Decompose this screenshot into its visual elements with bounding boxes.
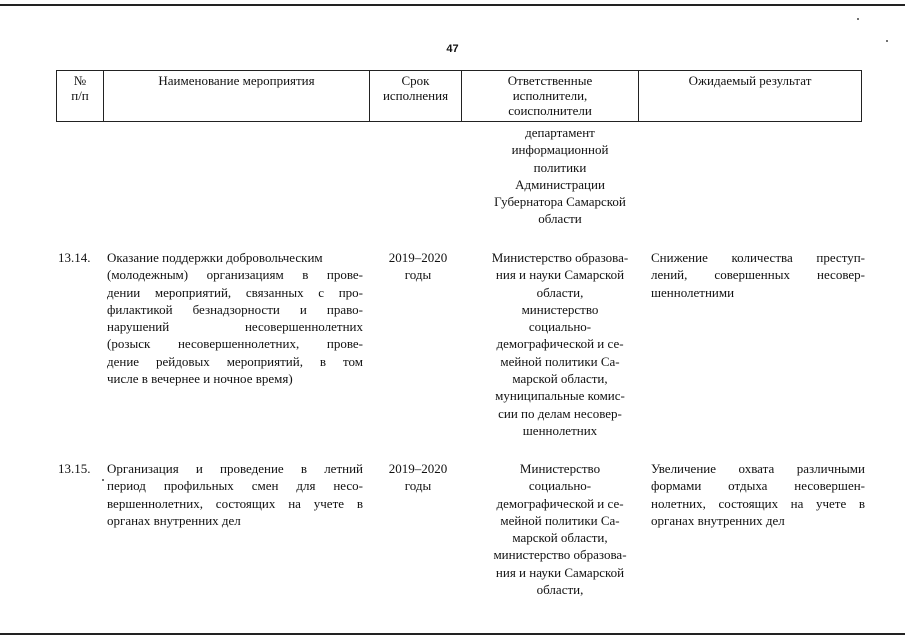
row-resp-line: шеннолетних <box>522 422 598 438</box>
row-resp-line: области, <box>536 284 584 300</box>
row-result-cell <box>651 460 865 529</box>
row-resp-line: социально- <box>528 319 592 335</box>
row-term-line: годы <box>404 267 432 283</box>
continuation-resp-line: области <box>538 211 582 227</box>
row-term-cell <box>373 460 463 495</box>
row-name-line: филактикой безнадзорности и право- <box>107 301 363 317</box>
row-resp-line: муниципальные комис- <box>495 388 625 404</box>
continuation-resp-line: информационной <box>511 142 609 158</box>
continuation-resp-line: Губернатора Самарской <box>494 194 626 210</box>
row-resp-cell <box>470 460 650 598</box>
row-resp-line: министерство <box>521 301 599 317</box>
row-result-line: формами отдыха несовершен- <box>651 478 865 494</box>
row-resp-line: министерство образова- <box>493 547 627 563</box>
row-result-line: нолетних, состоящих на учете в <box>651 495 865 511</box>
header-result-cell <box>639 71 862 122</box>
row-resp-line: мейной политики Са- <box>500 353 620 369</box>
row-name-line: период профильных смен для несо- <box>107 478 363 494</box>
row-resp-line: демографической и се- <box>496 336 624 352</box>
row-name-line: (молодежным) организациям в прове- <box>107 267 363 283</box>
header-resp-line3: соисполнители <box>508 103 592 118</box>
row-resp-line: марской области, <box>512 530 608 546</box>
row-term-line: годы <box>404 478 432 494</box>
row-resp-line: области, <box>536 582 584 598</box>
page-number: 47 <box>446 43 459 55</box>
row-name-cell <box>107 460 363 529</box>
header-term-line2: исполнения <box>382 88 449 103</box>
header-num-line1: № <box>73 73 87 88</box>
row-result-line: Увеличение охвата различными <box>651 461 865 476</box>
row-resp-line: демографической и се- <box>496 495 624 511</box>
header-resp-line2: исполнители, <box>512 88 588 103</box>
row-result-line: Снижение количества преступ- <box>651 250 865 265</box>
row-number: 13.14. <box>58 250 91 265</box>
row-name-line: органах внутренних дел <box>107 512 241 528</box>
header-resp-cell <box>462 71 639 122</box>
row-name-cell <box>107 249 363 387</box>
scan-speck <box>102 479 104 481</box>
header-name-cell <box>104 71 370 122</box>
scan-speck <box>857 18 859 20</box>
row-number: 13.15. <box>58 461 91 476</box>
header-term-line1: Срок <box>401 73 430 88</box>
header-num-line2: п/п <box>71 88 89 103</box>
row-name-line: числе в вечернее и ночное время) <box>107 371 293 387</box>
continuation-resp-cell <box>470 124 650 228</box>
row-term-cell <box>373 249 463 284</box>
top-border-line <box>0 4 905 6</box>
row-resp-line: социально- <box>528 478 592 494</box>
scan-speck <box>886 40 888 42</box>
header-term-cell <box>370 71 462 122</box>
row-name-line: нарушений несовершеннолетних <box>107 319 363 335</box>
row-resp-line: мейной политики Са- <box>500 512 620 528</box>
header-name: Наименование мероприятия <box>158 73 315 88</box>
row-term-line: 2019–2020 <box>388 250 448 265</box>
bottom-border-line <box>0 633 905 635</box>
row-resp-line: Министерство <box>519 461 601 476</box>
row-resp-line: ния и науки Самарской <box>495 267 625 283</box>
row-resp-cell <box>470 249 650 439</box>
header-num-cell <box>57 71 104 122</box>
row-resp-line: ния и науки Самарской <box>495 564 625 580</box>
row-resp-line: Министерство образова- <box>491 250 629 265</box>
row-name-line: (розыск несовершеннолетних, прове- <box>107 336 363 352</box>
header-resp-line1: Ответственные <box>507 73 593 88</box>
continuation-resp-line: Администрации <box>515 176 605 192</box>
row-name-line: Оказание поддержки добровольческим <box>107 250 323 265</box>
continuation-resp-line: департамент <box>525 125 595 140</box>
continuation-resp-line: политики <box>533 159 587 175</box>
row-resp-line: сии по делам несовер- <box>498 405 622 421</box>
header-result: Ожидаемый результат <box>688 73 812 88</box>
row-name-line: Организация и проведение в летний <box>107 461 363 476</box>
row-result-line: шеннолетними <box>651 284 735 300</box>
row-result-cell <box>651 249 865 301</box>
row-name-line: дении мероприятий, связанных с про- <box>107 284 363 300</box>
row-name-line: дение рейдовых мероприятий, в том <box>107 353 363 369</box>
row-name-line: вершеннолетних, состоящих на учете в <box>107 495 363 511</box>
row-result-line: лений, совершенных несовер- <box>651 267 865 283</box>
table-header <box>56 70 862 122</box>
row-result-line: органах внутренних дел <box>651 512 785 528</box>
row-resp-line: марской области, <box>512 371 608 387</box>
row-term-line: 2019–2020 <box>388 461 448 476</box>
